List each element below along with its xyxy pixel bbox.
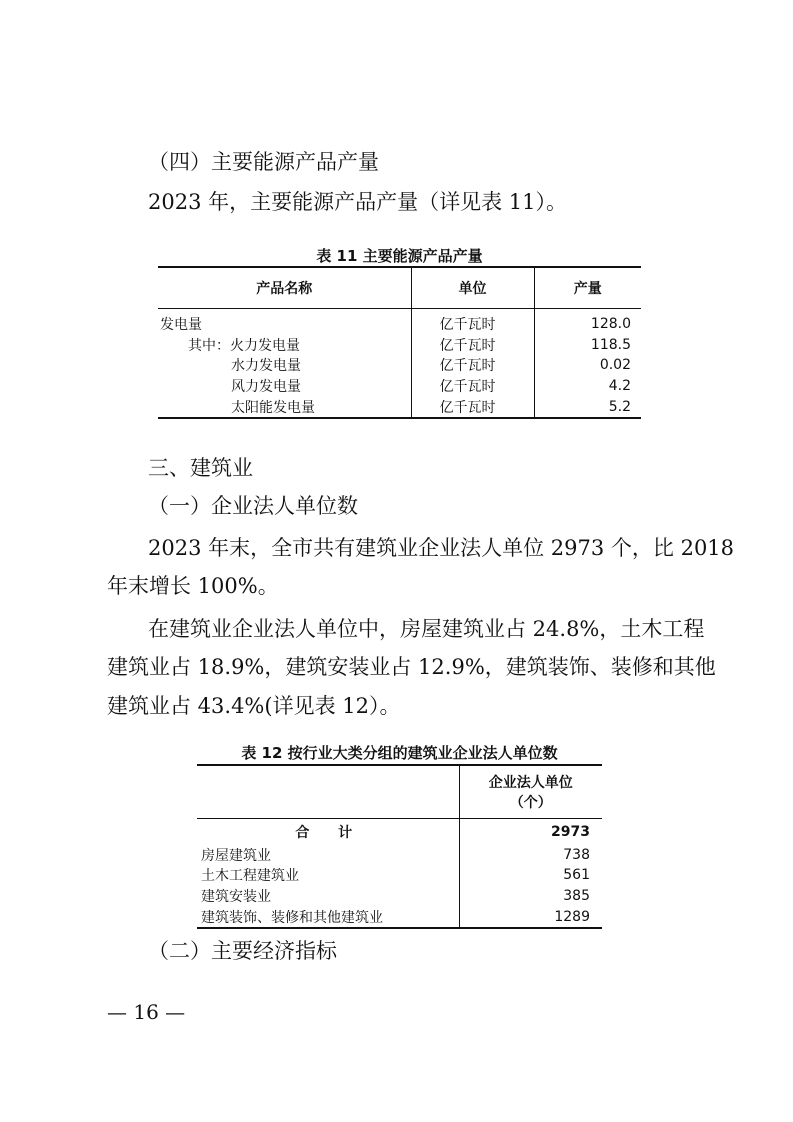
row-unit: 亿千瓦时 (411, 309, 534, 335)
table-row (158, 376, 641, 397)
subheading-economic-indicators: （二）主要经济指标 (148, 939, 337, 963)
table-row (158, 335, 641, 356)
table-row (197, 906, 602, 928)
table-12-total-row (197, 819, 602, 845)
subheading-legal-entities: （一）企业法人单位数 (148, 494, 358, 518)
table-row (197, 845, 602, 866)
row-value: 385 (563, 887, 590, 904)
table-row (197, 886, 602, 907)
row-unit: 亿千瓦时 (411, 396, 534, 418)
row-value: 0.02 (599, 357, 631, 374)
row-name: 风力发电量 (158, 376, 411, 397)
total-value: 2973 (551, 823, 590, 840)
row-name: 太阳能发电量 (158, 396, 411, 418)
row-value: 4.2 (608, 377, 631, 394)
table-11 (158, 266, 641, 419)
header-line: （个） (509, 795, 552, 811)
table-row (158, 309, 641, 335)
row-value: 738 (563, 846, 590, 863)
row-name: 建筑装饰、装修和其他建筑业 (197, 906, 459, 928)
section-heading-energy-output: （四）主要能源产品产量 (148, 150, 379, 174)
row-name: 建筑安装业 (197, 886, 459, 907)
table-12-title: 表 12 按行业大类分组的建筑业企业法人单位数 (241, 744, 558, 762)
table-11-header-row (158, 267, 641, 309)
paragraph-line: 建筑业占 18.9%，建筑安装业占 12.9%，建筑装饰、装修和其他 (107, 655, 716, 679)
section-heading-construction: 三、建筑业 (148, 456, 253, 480)
total-label: 合 计 (197, 819, 459, 845)
paragraph-line: 年末增长 100%。 (107, 574, 279, 598)
row-value: 118.5 (590, 336, 631, 353)
row-name: 土木工程建筑业 (197, 865, 459, 886)
row-name: 房屋建筑业 (197, 845, 459, 866)
table-11-header-value: 产量 (573, 281, 602, 297)
row-name: 其中：火力发电量 (158, 335, 411, 356)
table-12-header-value (459, 765, 602, 819)
table-11-title: 表 11 主要能源产品产量 (316, 247, 483, 265)
table-11-header-unit: 单位 (411, 267, 534, 309)
table-12-header-blank (197, 765, 459, 819)
row-value: 128.0 (590, 315, 631, 332)
row-unit: 亿千瓦时 (411, 376, 534, 397)
row-unit: 亿千瓦时 (411, 355, 534, 376)
header-line: 企业法人单位 (488, 775, 573, 791)
row-name: 发电量 (158, 309, 411, 335)
row-value: 1289 (554, 908, 590, 925)
paragraph-line: 2023 年末，全市共有建筑业企业法人单位 2973 个，比 2018 (148, 536, 735, 560)
table-12-header-row (197, 765, 602, 819)
row-unit: 亿千瓦时 (411, 335, 534, 356)
row-name: 水力发电量 (158, 355, 411, 376)
table-11-header-name: 产品名称 (158, 267, 411, 309)
row-value: 561 (563, 867, 590, 884)
table-row (158, 355, 641, 376)
page-number: — 16 — (107, 1000, 186, 1024)
paragraph-line: 建筑业占 43.4%(详见表 12）。 (107, 694, 401, 718)
table-12 (197, 764, 602, 929)
row-value: 5.2 (608, 398, 631, 415)
energy-output-paragraph: 2023 年，主要能源产品产量（详见表 11）。 (148, 190, 568, 214)
paragraph-line: 在建筑业企业法人单位中，房屋建筑业占 24.8%，土木工程 (148, 617, 705, 641)
table-row (158, 396, 641, 418)
table-row (197, 865, 602, 886)
